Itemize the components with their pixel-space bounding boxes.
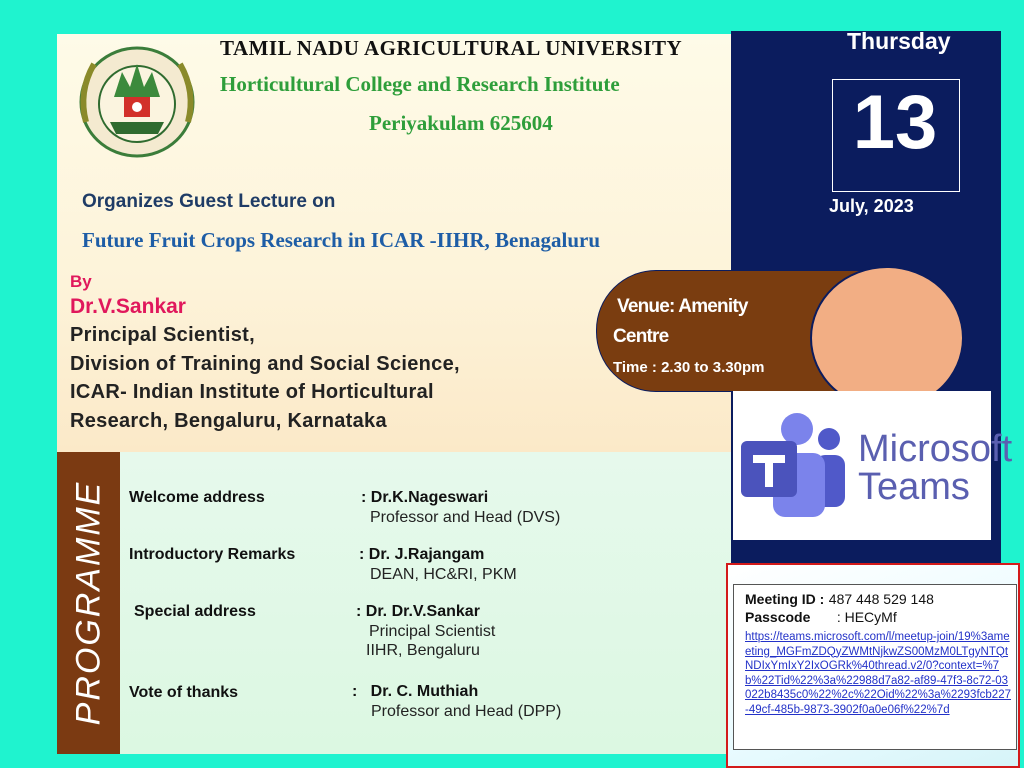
speaker-designation-line: Research, Bengaluru, Karnataka: [70, 410, 387, 432]
programme-designation: IIHR, Bengaluru: [366, 642, 480, 659]
programme-person: : Dr. Dr.V.Sankar: [356, 603, 480, 620]
venue-label-continued: Centre: [613, 326, 669, 347]
speaker-designation-line: Division of Training and Social Science,: [70, 353, 460, 375]
programme-role: Introductory Remarks: [129, 546, 296, 563]
university-title: TAMIL NADU AGRICULTURAL UNIVERSITY: [220, 36, 683, 60]
meeting-join-link[interactable]: https://teams.microsoft.com/l/meetup-join/19%3ameeting_MGFmZDQyZWMtNjkwZS00MzM0LTgyNTQtNDIxYmIxY2IxOGRk%40thread.v2/0?context=%7b%22Tid%22%3a%22988d7a82-af89-47f3-8c72-03022b8435c0%22%2c%22Oid%22%3a%2293fcb227-49cf-485b-9873-3902f0a0e06f%22%7d: [745, 631, 1011, 716]
college-location: Periyakulam 625604: [369, 111, 553, 135]
teams-wordmark: [858, 430, 1012, 506]
month-year: July, 2023: [829, 196, 914, 216]
organizes-text: Organizes Guest Lecture on: [82, 191, 336, 212]
teams-wordmark-line2: Teams: [858, 466, 970, 508]
speaker-designation-line: ICAR- Indian Institute of Horticultural: [70, 381, 434, 403]
speaker-photo: [810, 266, 964, 410]
lecture-title: Future Fruit Crops Research in ICAR -IIHR, Benagaluru: [82, 228, 601, 252]
meeting-id-label: Meeting ID :: [745, 591, 825, 607]
programme-person: : Dr. C. Muthiah: [352, 683, 479, 700]
teams-wordmark-line1: Microsoft: [858, 428, 1013, 470]
university-logo: [72, 42, 202, 162]
event-time: Time : 2.30 to 3.30pm: [613, 359, 765, 376]
meeting-id-row: [745, 591, 934, 609]
programme-label: [57, 452, 120, 754]
programme-designation: Professor and Head (DVS): [370, 509, 561, 526]
meeting-id-value: 487 448 529 148: [828, 591, 934, 607]
by-label: By: [70, 272, 92, 291]
programme-role: Welcome address: [129, 489, 265, 506]
microsoft-teams-icon: [733, 399, 853, 529]
day-of-week: Thursday: [847, 28, 951, 54]
speaker-designation-line: Principal Scientist,: [70, 324, 255, 346]
college-name: Horticultural College and Research Institute: [220, 72, 620, 96]
programme-label-text: PROGRAMME: [69, 480, 107, 726]
passcode-row: [745, 609, 897, 627]
venue-label: Venue: Amenity: [617, 296, 748, 317]
date-number: 13: [852, 80, 938, 165]
programme-designation: Principal Scientist: [369, 623, 496, 640]
programme-designation: Professor and Head (DPP): [371, 703, 562, 720]
programme-designation: DEAN, HC&RI, PKM: [370, 566, 517, 583]
programme-person: : Dr.K.Nageswari: [361, 489, 489, 506]
programme-role: Vote of thanks: [129, 684, 239, 701]
speaker-name: Dr.V.Sankar: [70, 295, 186, 318]
passcode-label: Passcode: [745, 609, 811, 625]
programme-person: : Dr. J.Rajangam: [359, 546, 485, 563]
passcode-value: : HECyMf: [836, 609, 897, 625]
programme-role: Special address: [134, 603, 256, 620]
